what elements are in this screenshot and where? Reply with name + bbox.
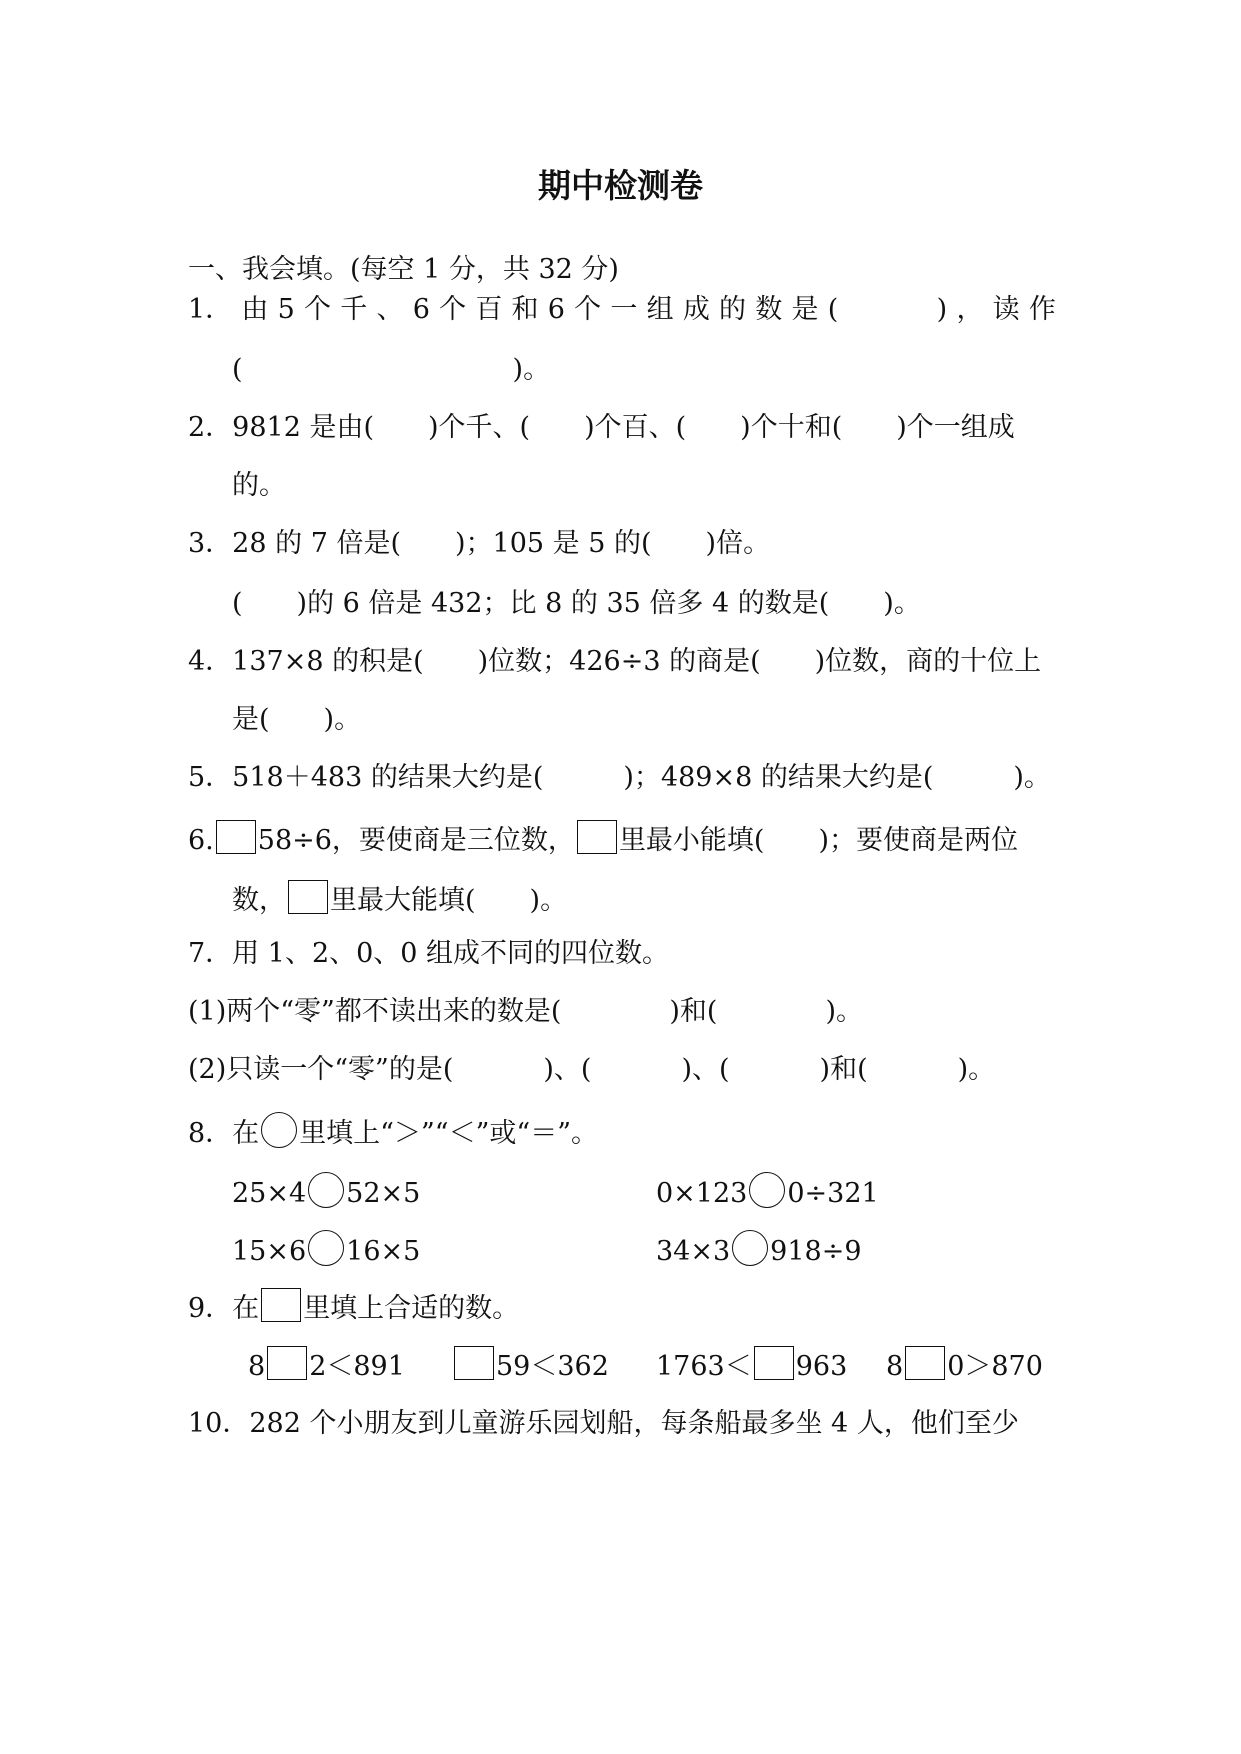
- q8-text-a: 8．在: [188, 1118, 260, 1149]
- q1-number: 1．: [188, 294, 233, 325]
- page-title: 期中检测卷: [538, 166, 703, 205]
- q5-text-a: 5．518＋483 的结果大约是(: [188, 762, 544, 793]
- q7-sub2-text-e: )。: [957, 1054, 996, 1085]
- answer-box[interactable]: [577, 820, 617, 854]
- q8-item-1-left: 25×4: [232, 1178, 307, 1209]
- question-3-line-2: [232, 586, 921, 622]
- question-4-line-1: [188, 644, 1041, 680]
- q6-number: 6.: [188, 825, 214, 856]
- q6-text-e: 里最大能填(: [330, 885, 476, 916]
- q9-text-a: 9．在: [188, 1293, 260, 1324]
- question-1-line-1: [188, 292, 1056, 328]
- q9-item-1: [248, 1346, 405, 1385]
- question-2-line-1: [188, 410, 1015, 446]
- answer-box: [261, 1288, 301, 1322]
- question-6-line-2: [232, 880, 567, 919]
- q4-text-a: 4．137×8 的积是(: [188, 646, 424, 677]
- q8-item-4-right: 918÷9: [770, 1236, 862, 1267]
- q9-item-4: [886, 1346, 1043, 1385]
- question-7-line-1: 7．用 1、2、0、0 组成不同的四位数。: [188, 938, 670, 969]
- fill-box[interactable]: [754, 1346, 794, 1380]
- q9-item-4-post: 0＞870: [947, 1351, 1043, 1382]
- fill-box[interactable]: [267, 1346, 307, 1380]
- q9-item-3-post: 963: [795, 1351, 848, 1382]
- q9-item-2: [452, 1346, 609, 1385]
- q5-text-c: )。: [1013, 762, 1051, 793]
- q7-sub1-text-a: (1)两个“零”都不读出来的数是(: [188, 996, 562, 1027]
- q1-char: 6: [412, 294, 430, 325]
- q7-sub1-text-b: )和(: [669, 996, 718, 1027]
- q3-text-e: )的 6 倍是 432；比 8 的 35 倍多 4 的数是(: [296, 588, 830, 619]
- section-heading: 一、我会填。(每空 1 分，共 32 分): [188, 254, 619, 285]
- q8-item-3-right: 16×5: [346, 1236, 421, 1267]
- q2-text-a: 2．9812 是由(: [188, 412, 375, 443]
- q7-sub2-text-d: )和(: [819, 1054, 868, 1085]
- q1-char: 作: [1028, 294, 1056, 325]
- q8-item-3-left: 15×6: [232, 1236, 307, 1267]
- q1-char: 6: [547, 294, 565, 325]
- q3-text-a: 3．28 的 7 倍是(: [188, 528, 401, 559]
- question-7-sub-1: [188, 994, 863, 1030]
- q8-item-3: [232, 1230, 420, 1270]
- q3-text-b: )；105 是 5 的(: [455, 528, 652, 559]
- q4-text-c: )位数，商的十位上: [814, 646, 1042, 677]
- question-6-line-1: [188, 820, 1018, 859]
- q7-sub2-text-a: (2)只读一个“零”的是(: [188, 1054, 454, 1085]
- question-5-line-1: [188, 760, 1051, 796]
- q9-item-1-post: 2＜891: [309, 1351, 405, 1382]
- q4-text-d: 是(: [232, 704, 270, 735]
- q3-text-d: (: [232, 588, 243, 619]
- q1-char: 个: [304, 294, 332, 325]
- question-10-line-1: 10．282 个小朋友到儿童游乐园划船，每条船最多坐 4 人，他们至少: [188, 1408, 1019, 1439]
- q2-text-d: )个十和(: [740, 412, 843, 443]
- question-1-line-2: [232, 352, 550, 388]
- q6-text-b: 里最小能填(: [618, 825, 765, 856]
- q8-item-1: [232, 1172, 420, 1212]
- fill-box[interactable]: [905, 1346, 945, 1380]
- q8-item-2-left: 0×123: [656, 1178, 748, 1209]
- q8-item-4-left: 34×3: [656, 1236, 731, 1267]
- q7-sub2-text-b: )、(: [543, 1054, 592, 1085]
- q1-char: 个: [439, 294, 467, 325]
- q1-char: 是: [791, 294, 819, 325]
- q4-text-e: )。: [323, 704, 362, 735]
- q6-text-c: )；要使商是两位: [818, 825, 1019, 856]
- q3-text-f: )。: [883, 588, 921, 619]
- q1-char: 5: [277, 294, 295, 325]
- q1-char: 成: [682, 294, 710, 325]
- q2-text-b: )个千、(: [428, 412, 531, 443]
- q3-text-c: )倍。: [705, 528, 771, 559]
- answer-box[interactable]: [216, 820, 256, 854]
- q1-char: 百: [475, 294, 503, 325]
- q5-text-b: )；489×8 的结果大约是(: [623, 762, 934, 793]
- q1-char: 由: [241, 294, 269, 325]
- q1-char: (: [827, 294, 839, 325]
- question-4-line-2: [232, 702, 361, 738]
- answer-box[interactable]: [288, 880, 328, 914]
- question-9-line-1: [188, 1288, 519, 1327]
- q1-char: 、: [376, 294, 404, 325]
- q8-item-1-right: 52×5: [346, 1178, 421, 1209]
- q9-item-1-pre: 8: [248, 1351, 266, 1382]
- q8-item-4: [656, 1230, 862, 1270]
- q1-char: 的: [719, 294, 747, 325]
- q9-item-3-pre: 1763＜: [656, 1351, 752, 1382]
- compare-circle[interactable]: [749, 1172, 785, 1208]
- q9-item-4-pre: 8: [886, 1351, 904, 1382]
- q8-item-2: [656, 1172, 879, 1212]
- question-3-line-1: [188, 526, 770, 562]
- q9-item-2-post: 59＜362: [496, 1351, 609, 1382]
- question-8-line-1: [188, 1112, 598, 1152]
- q1-char: 组: [646, 294, 674, 325]
- q1-char: 个: [574, 294, 602, 325]
- q7-sub2-text-c: )、(: [681, 1054, 730, 1085]
- compare-circle[interactable]: [308, 1230, 344, 1266]
- compare-circle[interactable]: [732, 1230, 768, 1266]
- compare-circle[interactable]: [308, 1172, 344, 1208]
- q1-paren-open: (: [232, 354, 243, 385]
- fill-box[interactable]: [454, 1346, 494, 1380]
- question-7-sub-2: [188, 1052, 995, 1088]
- q7-sub1-text-c: )。: [825, 996, 864, 1027]
- q1-char: 读: [992, 294, 1020, 325]
- q1-paren-close: )。: [512, 354, 551, 385]
- question-2-line-2: 的。: [232, 470, 286, 501]
- q9-text-b: 里填上合适的数。: [303, 1293, 520, 1324]
- q1-char: ): [936, 294, 948, 325]
- q6-text-f: )。: [529, 885, 568, 916]
- q2-text-c: )个百、(: [584, 412, 687, 443]
- q1-char: ，: [956, 294, 984, 325]
- q4-text-b: )位数；426÷3 的商是(: [477, 646, 761, 677]
- q1-char: 数: [755, 294, 783, 325]
- q6-text-a: 58÷6，要使商是三位数，: [257, 825, 575, 856]
- q2-text-e: )个一组成: [896, 412, 1015, 443]
- q1-blank[interactable]: [847, 292, 927, 328]
- q9-item-3: [656, 1346, 847, 1385]
- q1-char: 千: [340, 294, 368, 325]
- q8-text-b: 里填上“＞”“＜”或“＝”。: [299, 1118, 599, 1149]
- q8-item-2-right: 0÷321: [787, 1178, 879, 1209]
- q1-char: 一: [610, 294, 638, 325]
- q1-char: 和: [511, 294, 539, 325]
- answer-circle: [261, 1112, 297, 1148]
- q6-text-d: 数，: [232, 885, 286, 916]
